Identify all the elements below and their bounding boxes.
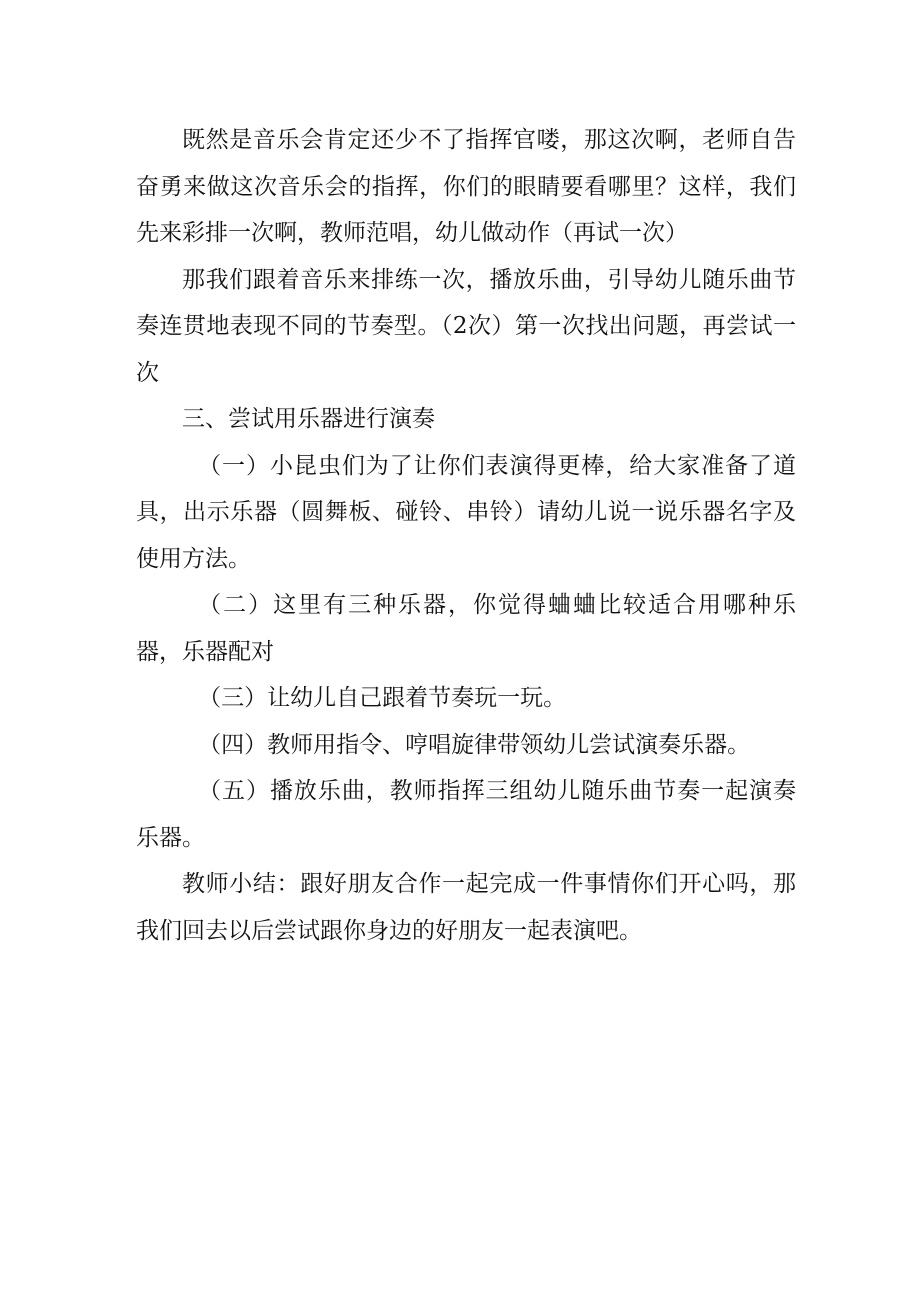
list-item-step-2: （二）这里有三种乐器，你觉得蛐蛐比较适合用哪种乐器，乐器配对 (136, 592, 796, 665)
list-item-step-3: （三）让幼儿自己跟着节奏玩一玩。 (198, 685, 567, 711)
section-heading-instruments: 三、尝试用乐器进行演奏 (182, 406, 435, 432)
list-item-step-5: （五）播放乐曲，教师指挥三组幼儿随乐曲节奏一起演奏乐器。 (136, 778, 796, 851)
paragraph-teacher-summary: 教师小结：跟好朋友合作一起完成一件事情你们开心吗，那我们回去以后尝试跟你身边的好朋友一起表演吧。 (136, 871, 796, 944)
document-body (136, 117, 796, 954)
paragraph-conductor-intro: 既然是音乐会肯定还少不了指挥官喽，那这次啊，老师自告奋勇来做这次音乐会的指挥，你们的眼睛要看哪里？这样，我们先来彩排一次啊，教师范唱，幼儿做动作（再试一次） (136, 127, 796, 246)
list-item-step-1: （一）小昆虫们为了让你们表演得更棒，给大家准备了道具，出示乐器（圆舞板、碰铃、串铃）请幼儿说一说乐器名字及使用方法。 (136, 452, 796, 572)
paragraph-rehearsal: 那我们跟着音乐来排练一次，播放乐曲，引导幼儿随乐曲节奏连贯地表现不同的节奏型。（2次）第一次找出问题，再尝试一次 (136, 266, 796, 386)
list-item-step-4: （四）教师用指令、哼唱旋律带领幼儿尝试演奏乐器。 (198, 731, 751, 758)
